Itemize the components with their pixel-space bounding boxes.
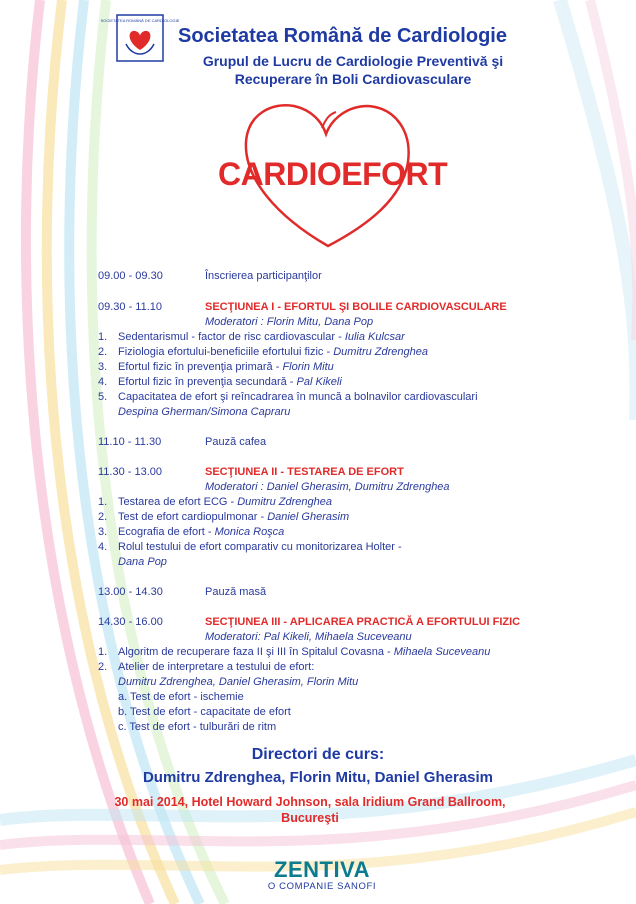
venue-line-1: 30 mai 2014, Hotel Howard Johnson, sala Iridium Grand Ballroom, [114,795,506,809]
venue [90,794,530,826]
section2-item-num: 3. [98,526,108,538]
coffee-break-label: Pauză cafea [205,436,267,448]
section1-item-num: 4. [98,376,108,388]
section3-subitem: c. Test de efort - tulburări de ritm [118,721,277,733]
item-topic: Ecografia de efort - [118,526,215,538]
society-name: Societatea Română de Cardiologie [178,25,507,47]
item-speaker: Pal Kikeli [296,376,342,388]
section1-item-num: 5. [98,391,108,403]
directors-names: Dumitru Zdrenghea, Florin Mitu, Daniel Gherasim [142,769,494,786]
section2-time: 11.30 - 13.00 [98,466,163,478]
section3-moderators: Moderatori: Pal Kikeli, Mihaela Suceveanu [205,631,412,643]
item-speaker: Iulia Kulcsar [344,331,405,343]
item-topic: Efortul fizic în prevenţia primară - [118,361,283,373]
item-speaker: Daniel Gherasim [267,511,350,523]
section1-item-num: 3. [98,361,108,373]
coffee-break-time: 11.10 - 11.30 [98,436,162,448]
section2-item-3 [118,525,284,539]
working-group-line-2: Recuperare în Boli Cardiovasculare [234,71,472,87]
section3-time: 14.30 - 16.00 [98,616,163,628]
item-topic: Testarea de efort ECG - [118,496,238,508]
lunch-break-label: Pauză masă [205,586,267,598]
registration-label: Înscrierea participanţilor [205,270,322,282]
item-topic: Efortul fizic în prevenţia secundară - [118,376,297,388]
item-speaker: Florin Mitu [282,361,334,373]
registration-time: 09.00 - 09.30 [98,270,163,282]
item-topic: Sedentarismul - factor de risc cardiovascular - [118,331,345,343]
sponsor-tagline: O COMPANIE SANOFI [267,881,377,892]
section1-time: 09.30 - 11.10 [98,301,163,313]
society-logo [100,14,180,62]
section2-item-num: 2. [98,511,108,523]
section3-item-1 [118,645,490,659]
section1-item-2 [118,345,428,359]
section1-item-1 [118,330,405,344]
section1-item-num: 1. [98,331,108,343]
section2-item-1 [118,495,332,509]
section1-item-5-topic: Capacitatea de efort şi reîncadrarea în muncă a bolnavilor cardiovasculari [118,391,478,403]
item-speaker: Mihaela Suceveanu [393,646,491,658]
item-topic: Algoritm de recuperare faza II şi III în Spitalul Covasna - [118,646,394,658]
section3-title: SECŢIUNEA III - APLICAREA PRACTICĂ A EFORTULUI FIZIC [205,616,521,628]
section1-item-num: 2. [98,346,108,358]
section3-item-2-topic: Atelier de interpretare a testului de efort: [118,661,315,673]
section1-title: SECŢIUNEA I - EFORTUL ŞI BOLILE CARDIOVASCULARE [205,301,507,313]
lunch-break-time: 13.00 - 14.30 [98,586,163,598]
section1-item-4 [118,375,342,389]
item-speaker: Dumitru Zdrenghea [237,496,332,508]
section1-item-5-speaker: Despina Gherman/Simona Capraru [118,406,291,418]
section2-item-4-speaker: Dana Pop [118,556,167,568]
logo-ring-text: SOCIETATEA ROMÂNĂ DE CARDIOLOGIE [100,18,180,23]
section3-item-2-speakers: Dumitru Zdrenghea, Daniel Gherasim, Florin Mitu [118,676,359,688]
working-group [178,52,528,88]
section2-moderators: Moderatori : Daniel Gherasim, Dumitru Zdrenghea [205,481,450,493]
item-topic: Fiziologia efortului-beneficiile efortului fizic - [118,346,334,358]
section3-item-num: 2. [98,661,108,673]
section2-item-2 [118,510,349,524]
event-title: CARDIOEFORT [218,156,448,192]
item-topic: Test de efort cardiopulmonar - [118,511,268,523]
item-speaker: Monica Roşca [214,526,285,538]
section2-title: SECŢIUNEA II - TESTAREA DE EFORT [205,466,404,478]
section1-item-3 [118,360,334,374]
section3-subitem: a. Test de efort - ischemie [118,691,244,703]
section2-item-num: 1. [98,496,108,508]
directors-heading: Directori de curs: [251,746,385,763]
sponsor-logo: ZENTIVA [274,857,370,882]
section1-moderators: Moderatori : Florin Mitu, Dana Pop [205,316,374,328]
item-speaker: Dumitru Zdrenghea [333,346,428,358]
section3-item-num: 1. [98,646,108,658]
section3-subitem: b. Test de efort - capacitate de efort [118,706,291,718]
section2-item-4-topic: Rolul testului de efort comparativ cu monitorizarea Holter - [118,541,402,553]
venue-line-2: Bucureşti [281,811,339,825]
working-group-line-1: Grupul de Lucru de Cardiologie Preventivă şi [202,53,504,69]
section2-item-num: 4. [98,541,108,553]
